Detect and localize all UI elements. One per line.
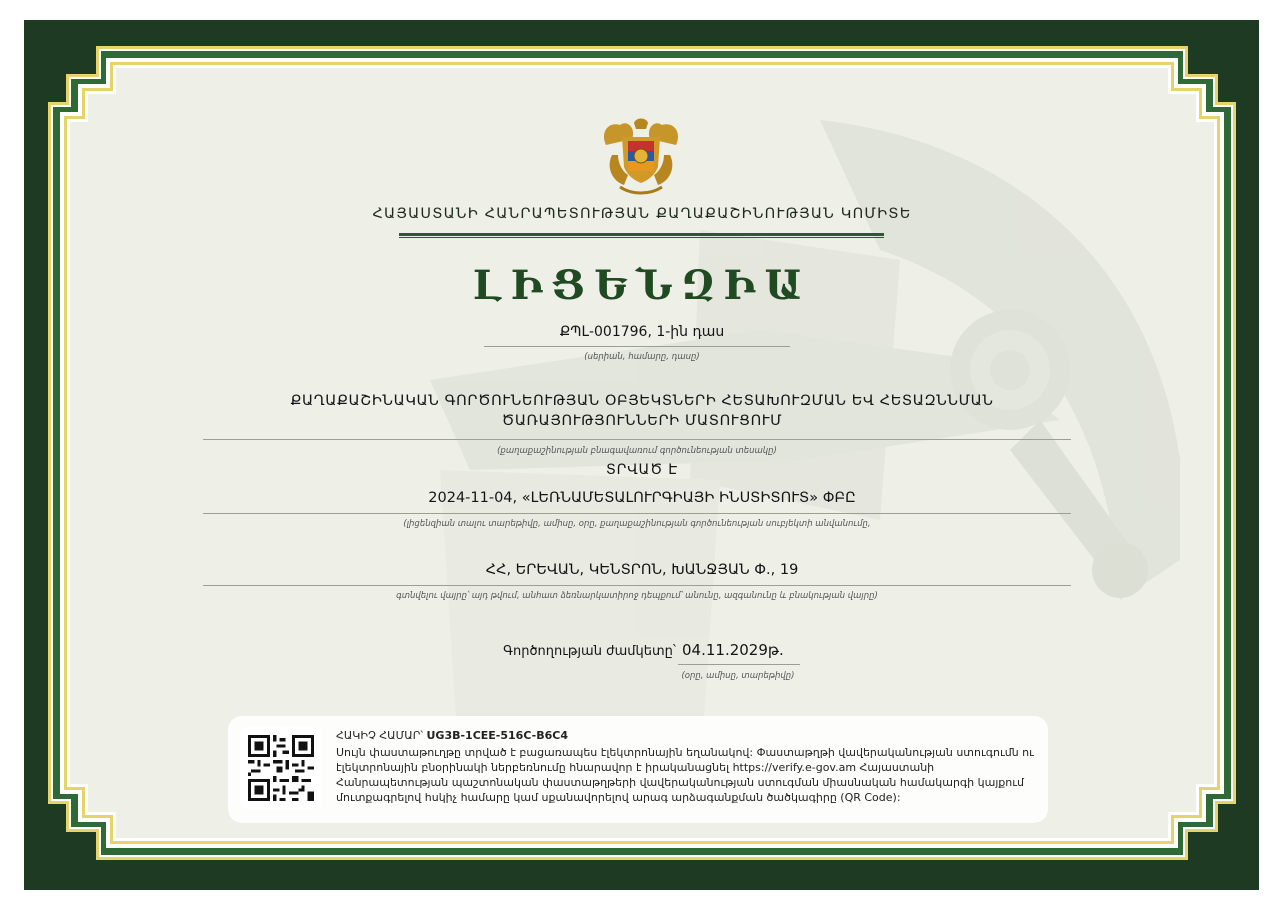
address-hint: գտնվելու վայրը՝ այդ թվում, անհատ ձեռնարկատիրոջ դեպքում՝ անունը, ազգանունը և բնակության վայրը) [396,591,878,601]
validity-line [678,664,800,665]
activity-type-line2: ԾԱՌԱՅՈՒԹՅՈՒՆՆԵՐԻ ՄԱՏՈՒՑՈՒՄ [501,413,783,429]
license-number-line [484,346,790,347]
address: ՀՀ, ԵՐԵՎԱՆ, ԿԵՆՏՐՈՆ, ԽԱՆՋՅԱՆ Փ., 19 [485,562,799,578]
license-number: ՔՊԼ-001796, 1-ին դաս [559,324,725,340]
document-title: ԼԻՑԵՆԶԻԱ [472,262,812,309]
license-number-hint: (սերիան, համարը, դասը) [584,352,700,362]
validity-label: Գործողության ժամկետը՝ [503,644,676,659]
verification-text: Սույն փաստաթուղթը տրված է բացառապես էլեկտրոնային եղանակով: Փաստաթղթի վավերականության ստուգումն ու էլեկտրոնային բնօրինակի ներբեռնումը հնարավոր է իրականացնել https://verify.e-gov.am Հայաստանի Հանրապետության պաշտոնական փաստաթղթերի վավերականության ստուգման միասնական համակարգի կայքում մուտքագրելով հսկիչ համարը կամ սքանավորելով արագ արձագանքման ծածկագիրը (QR Code): [336,746,1034,804]
verification-code: UG3B-1CEE-516C-B6C4 [426,729,568,742]
activity-type-line1: ՔԱՂԱՔԱՇԻՆԱԿԱՆ ԳՈՐԾՈՒՆԵՈՒԹՅԱՆ ՕԲՅԵԿՏՆԵՐԻ ՀԵՏԱԽՈՒԶՄԱՆ ԵՎ ՀԵՏԱԶՆՆՄԱՆ [290,393,994,409]
issued-to-hint: (լիցենզիան տալու տարեթիվը, ամիսը, օրը, քաղաքաշինության գործունեության սուբյեկտի անվանումը, [403,519,871,529]
qr-code-icon[interactable] [248,735,314,801]
verification-code-row [336,729,568,742]
validity-date: 04.11.2029թ. [682,641,784,659]
address-line [203,585,1071,586]
issued-to-line [203,513,1071,514]
issued-label: ՏՐՎԱԾ Է [606,462,678,478]
coat-of-arms-emblem [598,115,684,197]
activity-type-line [203,439,1071,440]
validity-hint: (օրը, ամիսը, տարեթիվը) [681,671,795,681]
committee-underline-thin [399,237,884,238]
committee-name: ՀԱՅԱՍՏԱՆԻ ՀԱՆՐԱՊԵՏՈՒԹՅԱՆ ՔԱՂԱՔԱՇԻՆՈՒԹՅԱՆ ԿՈՄԻՏԵ [372,206,912,222]
issued-to: 2024-11-04, «ԼԵՌՆԱՄԵՏԱԼՈՒՐԳԻԱՅԻ ԻՆՍՏԻՏՈՒՏ» ՓԲԸ [428,490,856,506]
verification-code-label: ՀԱԿԻՉ ՀԱՄԱՐ՝ [336,729,423,742]
activity-type-hint: (քաղաքաշինության բնագավառում գործունեության տեսակը) [497,446,777,456]
committee-underline [399,233,884,236]
